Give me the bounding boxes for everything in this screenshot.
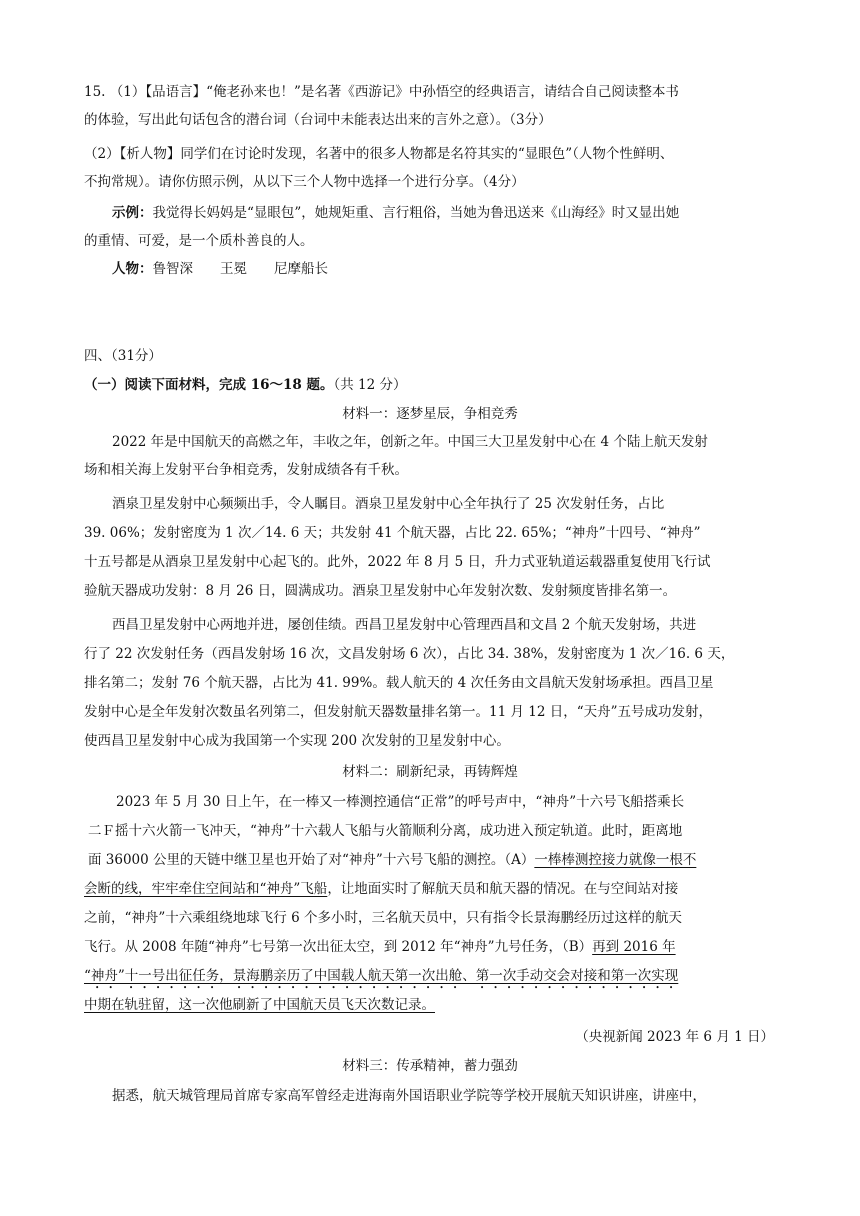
- material-2-title: 材料二：刷新纪录，再铸辉煌: [342, 764, 518, 780]
- subheading-score: （共 12 分）: [333, 377, 407, 393]
- underline-b-start: 再到 2016 年: [592, 939, 676, 955]
- people-list: 鲁智深 王冕 尼摩船长: [152, 261, 328, 277]
- q15-example: [112, 203, 679, 223]
- m2-line-4-text: ，让地面实时了解航天员和航天器的情况。在与空间站对接: [327, 881, 679, 897]
- m1-p2-line-3: 十五号都是从酒泉卫星发射中心起飞的。此外，2022 年 8 月 5 日，升力式亚轨道运载器重复使用飞行试: [84, 554, 711, 570]
- m2-line-4: [84, 879, 678, 899]
- example-text: 我觉得长妈妈是“显眼包”，她规矩重、言行粗俗，当她为鲁迅送来《山海经》时又显出她: [152, 205, 680, 221]
- m1-p3-line-1: 西昌卫星发射中心两地并进，屡创佳绩。西昌卫星发射中心管理西昌和文昌 2 个航天发射场，共进: [112, 617, 697, 633]
- m1-p3-line-4: 发射中心是全年发射次数虽名列第二，但发射航天器数量排名第一。11 月 12 日，“天舟”五号成功发射，: [84, 704, 713, 720]
- m2-line-8: [84, 995, 435, 1015]
- m2-line-7: [84, 966, 678, 986]
- m1-p3-line-5: 使西昌卫星发射中心成为我国第一个实现 200 次发射的卫星发射中心。: [84, 733, 510, 749]
- underline-b-end: 中期在轨驻留，这一次他刷新了中国航天员飞天次数记录。: [84, 997, 435, 1013]
- m2-line-3-text: 面 36000 公里的天链中继卫星也开始了对“神舟”十六号飞船的测控。（A）: [88, 852, 535, 868]
- m1-p2-line-1: 酒泉卫星发射中心频频出手，令人瞩目。酒泉卫星发射中心全年执行了 25 次发射任务，占比: [112, 496, 665, 512]
- section-heading: 四、（31分）: [84, 348, 162, 364]
- m2-line-2: 二Ｆ摇十六火箭一飞冲天，“神舟”十六载人飞船与火箭顺利分离，成功进入预定轨道。此时，距离地: [88, 823, 683, 839]
- m1-p2-line-2: 39. 06%；发射密度为 1 次／14. 6 天；共发射 41 个航天器，占比 22. 65%；“神舟”十四号、“神舟”: [84, 525, 701, 541]
- q15-line-3: （2）【析人物】同学们在讨论时发现，名著中的很多人物都是名符其实的“显眼色”（人物个性鲜明、: [84, 146, 674, 162]
- m2-source: （央视新闻 2023 年 6 月 1 日）: [575, 1029, 774, 1045]
- example-label: 示例：: [112, 205, 153, 221]
- underline-a-start: 一棒棒测控接力就像一根不: [534, 852, 697, 868]
- underline-a-end: 会断的线，牢牢牵住空间站和“神舟”飞船: [84, 881, 328, 897]
- m1-p1-line-2: 场和相关海上发射平台争相竞秀，发射成绩各有千秋。: [84, 462, 408, 478]
- people-label: 人物：: [112, 261, 153, 277]
- m3-line-1: 据悉，航天城管理局首席专家高军曾经走进海南外国语职业学院等学校开展航天知识讲座，讲座中，: [112, 1088, 706, 1104]
- q15-line-4: 不拘常规）。请你仿照示例，从以下三个人物中选择一个进行分享。（4分）: [84, 174, 525, 190]
- m2-line-6: [84, 937, 676, 957]
- m1-p3-line-2: 行了 22 次发射任务（西昌发射场 16 次，文昌发射场 6 次），占比 34. 38%，发射密度为 1 次／16. 6 天，: [84, 646, 735, 662]
- section-subheading: [84, 375, 407, 395]
- q15-line-1: 15. （1）【品语言】“俺老孙来也！”是名著《西游记》中孙悟空的经典语言，请结合自己阅读整本书: [84, 84, 679, 100]
- m2-line-6-text: 飞行。从 2008 年随“神舟”七号第一次出征太空，到 2012 年“神舟”九号任务，（B）: [84, 939, 593, 955]
- subheading-bold: （一）阅读下面材料，完成 16～18 题。: [84, 377, 334, 393]
- m2-line-1: 2023 年 5 月 30 日上午，在一棒又一棒测控通信“正常”的呼号声中，“神舟”十六号飞船搭乘长: [116, 794, 685, 810]
- q15-example-cont: 的重情、可爱，是一个质朴善良的人。: [84, 233, 314, 249]
- material-3-title: 材料三：传承精神，蓄力强劲: [342, 1058, 518, 1074]
- q15-line-2: 的体验，写出此句话包含的潜台词（台词中未能表达出来的言外之意）。（3分）: [84, 112, 552, 128]
- m2-line-3: [88, 850, 696, 870]
- m1-p3-line-3: 排名第二；发射 76 个航天器，占比为 41. 99%。载人航天的 4 次任务由文昌航天发射场承担。西昌卫星: [84, 675, 714, 691]
- m2-line-5: 之前，“神舟”十六乘组绕地球飞行 6 个多小时，三名航天员中，只有指令长景海鹏经历过这样的航天: [84, 910, 682, 926]
- material-1-title: 材料一：逐梦星辰，争相竞秀: [342, 406, 518, 422]
- m1-p1-line-1: 2022 年是中国航天的高燃之年，丰收之年，创新之年。中国三大卫星发射中心在 4 个陆上航天发射: [112, 434, 708, 450]
- underline-b-middle: “神舟”十一号出征任务，景海鹏亲历了中国载人航天第一次出舱、第一次手动交会对接和第一次实现: [84, 968, 679, 984]
- q15-people: [112, 259, 328, 279]
- m1-p2-line-4: 验航天器成功发射：8 月 26 日，圆满成功。酒泉卫星发射中心年发射次数、发射频度皆排名第一。: [84, 583, 677, 599]
